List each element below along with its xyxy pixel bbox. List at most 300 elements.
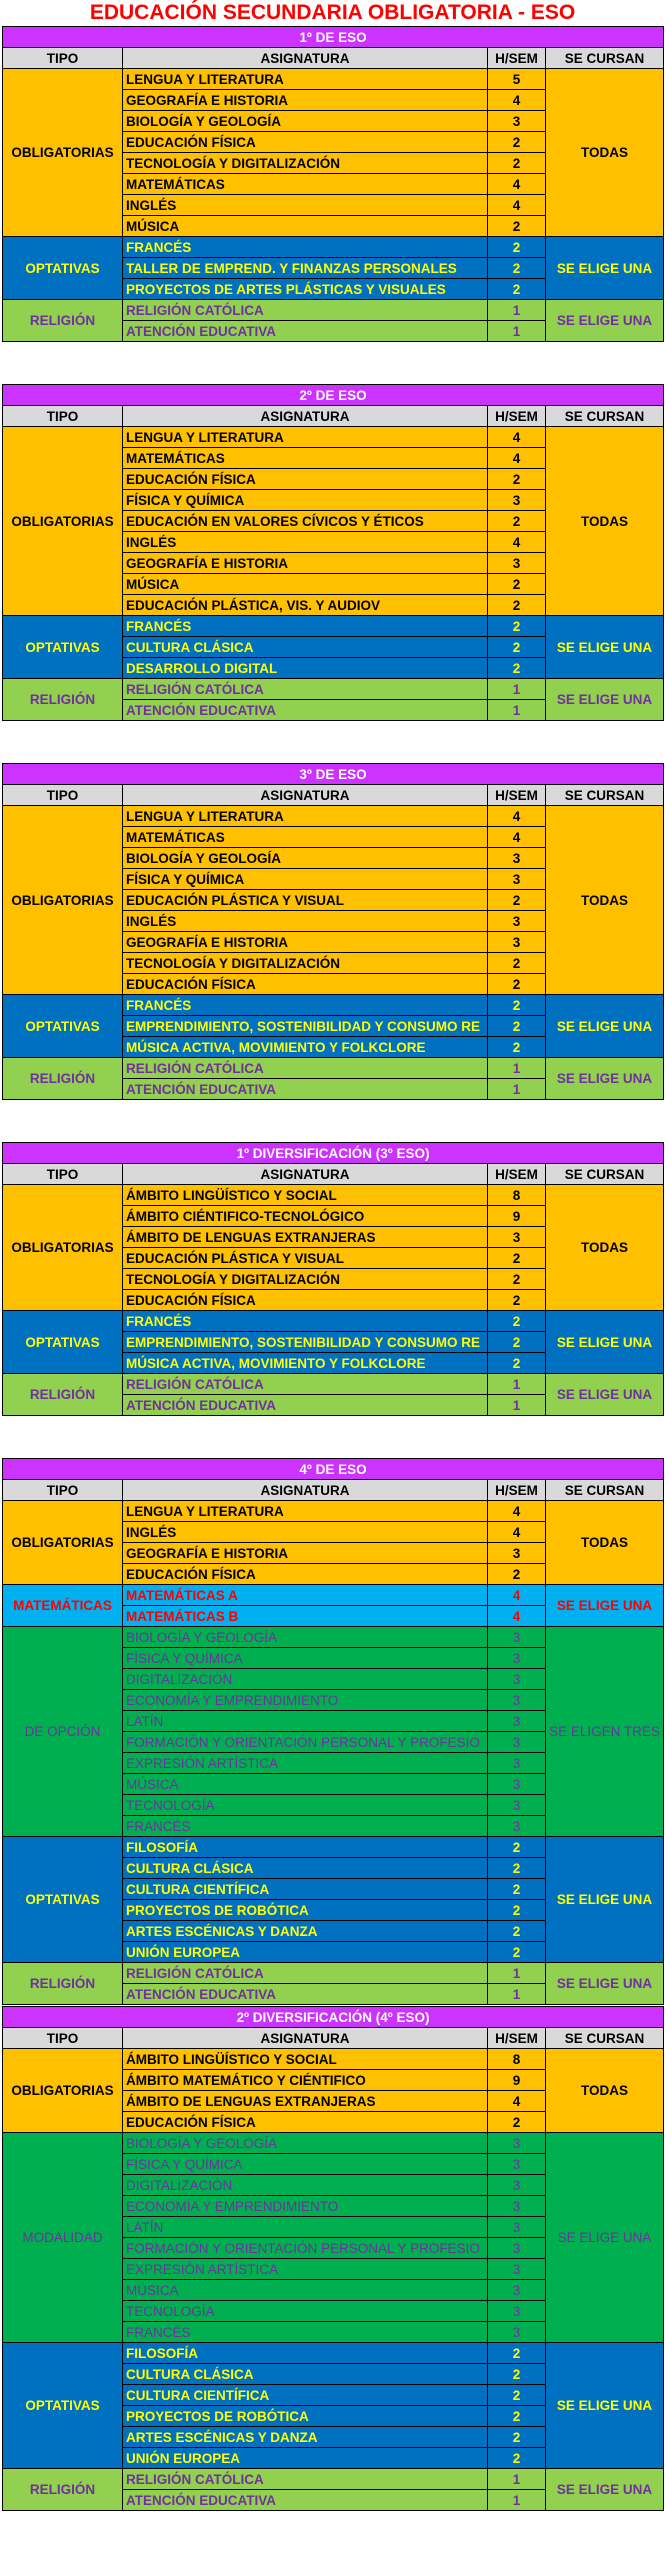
group-selection-rule: SE ELIGE UNA: [546, 616, 664, 679]
column-header-asignatura: ASIGNATURA: [123, 785, 488, 806]
subject-hours: 3: [488, 1227, 546, 1248]
subject-name: FRANCÉS: [123, 1311, 488, 1332]
group-type-label: OBLIGATORIAS: [3, 1501, 123, 1585]
subject-name: EXPRESIÓN ARTÍSTICA: [123, 2259, 488, 2280]
subject-name: PROYECTOS DE ROBÓTICA: [123, 1900, 488, 1921]
subject-hours: 3: [488, 1669, 546, 1690]
column-header-row: [3, 406, 664, 427]
subject-name: MATEMÁTICAS: [123, 174, 488, 195]
subject-row: [3, 1185, 664, 1206]
course-year-title: 1º DE ESO: [3, 27, 664, 48]
subject-row: [3, 679, 664, 700]
subject-name: UNIÓN EUROPEA: [123, 2448, 488, 2469]
page-title: EDUCACIÓN SECUNDARIA OBLIGATORIA - ESO: [89, 1, 576, 24]
group-selection-rule: SE ELIGE UNA: [546, 1311, 664, 1374]
year-header-row: [3, 385, 664, 406]
course-table: [2, 1142, 664, 1416]
column-header-hsem: H/SEM: [488, 48, 546, 69]
subject-row: [3, 1627, 664, 1648]
subject-hours: 3: [488, 869, 546, 890]
subject-hours: 2: [488, 890, 546, 911]
column-header-asignatura: ASIGNATURA: [123, 48, 488, 69]
subject-name: TECNOLOGÍA: [123, 1795, 488, 1816]
subject-hours: 1: [488, 1395, 546, 1416]
subject-name: ÁMBITO DE LENGUAS EXTRANJERAS: [123, 1227, 488, 1248]
subject-hours: 2: [488, 616, 546, 637]
subject-name: EDUCACIÓN EN VALORES CÍVICOS Y ÉTICOS: [123, 511, 488, 532]
subject-name: FILOSOFÍA: [123, 1837, 488, 1858]
subject-name: EXPRESIÓN ARTÍSTICA: [123, 1753, 488, 1774]
subject-hours: 2: [488, 469, 546, 490]
subject-row: [3, 427, 664, 448]
subject-name: GEOGRAFÍA E HISTORIA: [123, 553, 488, 574]
subject-name: TECNOLOGÍA Y DIGITALIZACIÓN: [123, 153, 488, 174]
subject-name: RELIGIÓN CATÓLICA: [123, 1374, 488, 1395]
subject-hours: 3: [488, 2175, 546, 2196]
column-header-tipo: TIPO: [3, 1164, 123, 1185]
subject-hours: 2: [488, 1858, 546, 1879]
group-type-label: RELIGIÓN: [3, 1058, 123, 1100]
column-header-hsem: H/SEM: [488, 2028, 546, 2049]
subject-hours: 3: [488, 932, 546, 953]
subject-name: FRANCÉS: [123, 616, 488, 637]
subject-hours: 2: [488, 2343, 546, 2364]
group-selection-rule: SE ELIGE UNA: [546, 995, 664, 1058]
subject-hours: 2: [488, 2406, 546, 2427]
subject-row: [3, 616, 664, 637]
subject-hours: 3: [488, 1648, 546, 1669]
subject-hours: 4: [488, 806, 546, 827]
subject-hours: 3: [488, 848, 546, 869]
subject-hours: 2: [488, 1016, 546, 1037]
column-header-se-cursan: SE CURSAN: [546, 1480, 664, 1501]
subject-name: FRANCÉS: [123, 995, 488, 1016]
subject-hours: 3: [488, 2154, 546, 2175]
subject-name: GEOGRAFÍA E HISTORIA: [123, 90, 488, 111]
subject-hours: 2: [488, 1353, 546, 1374]
subject-row: [3, 1501, 664, 1522]
column-header-row: [3, 1164, 664, 1185]
subject-name: TECNOLOGÍA: [123, 2301, 488, 2322]
subject-name: RELIGIÓN CATÓLICA: [123, 300, 488, 321]
subject-hours: 2: [488, 258, 546, 279]
course-year-title: 2º DE ESO: [3, 385, 664, 406]
subject-name: ATENCIÓN EDUCATIVA: [123, 1984, 488, 2005]
course-block: [2, 763, 663, 1100]
column-header-se-cursan: SE CURSAN: [546, 48, 664, 69]
course-table: [2, 763, 664, 1100]
subject-row: [3, 300, 664, 321]
subject-hours: 2: [488, 1879, 546, 1900]
subject-hours: 3: [488, 2280, 546, 2301]
group-type-label: OBLIGATORIAS: [3, 69, 123, 237]
column-header-se-cursan: SE CURSAN: [546, 2028, 664, 2049]
group-selection-rule: SE ELIGE UNA: [546, 2133, 664, 2343]
column-header-hsem: H/SEM: [488, 1480, 546, 1501]
column-header-asignatura: ASIGNATURA: [123, 1480, 488, 1501]
subject-name: ECONOMÍA Y EMPRENDIMIENTO: [123, 1690, 488, 1711]
group-type-label: RELIGIÓN: [3, 679, 123, 721]
subject-name: EDUCACIÓN FÍSICA: [123, 974, 488, 995]
column-header-hsem: H/SEM: [488, 406, 546, 427]
subject-hours: 1: [488, 679, 546, 700]
subject-name: MATEMÁTICAS A: [123, 1585, 488, 1606]
subject-name: UNIÓN EUROPEA: [123, 1942, 488, 1963]
subject-name: MATEMÁTICAS: [123, 448, 488, 469]
subject-hours: 1: [488, 1058, 546, 1079]
subject-row: [3, 2469, 664, 2490]
subject-name: FÍSICA Y QUÍMICA: [123, 869, 488, 890]
column-header-tipo: TIPO: [3, 48, 123, 69]
course-block: [2, 384, 663, 721]
subject-name: GEOGRAFÍA E HISTORIA: [123, 1543, 488, 1564]
course-table: [2, 384, 664, 721]
subject-hours: 2: [488, 1921, 546, 1942]
subject-name: FÍSICA Y QUÍMICA: [123, 1648, 488, 1669]
subject-name: ATENCIÓN EDUCATIVA: [123, 321, 488, 342]
subject-name: LENGUA Y LITERATURA: [123, 69, 488, 90]
subject-row: [3, 1058, 664, 1079]
course-year-title: 2º DIVERSIFICACIÓN (4º ESO): [3, 2007, 664, 2028]
subject-name: LATÍN: [123, 2217, 488, 2238]
subject-hours: 1: [488, 321, 546, 342]
group-type-label: RELIGIÓN: [3, 1374, 123, 1416]
column-header-asignatura: ASIGNATURA: [123, 406, 488, 427]
subject-hours: 2: [488, 216, 546, 237]
course-block: [2, 2006, 663, 2511]
subject-hours: 2: [488, 1942, 546, 1963]
subject-hours: 3: [488, 1774, 546, 1795]
subject-hours: 2: [488, 2448, 546, 2469]
subject-hours: 1: [488, 1079, 546, 1100]
subject-hours: 9: [488, 2070, 546, 2091]
subject-hours: 1: [488, 1963, 546, 1984]
subject-name: BIOLOGÍA Y GEOLOGÍA: [123, 111, 488, 132]
subject-hours: 3: [488, 1711, 546, 1732]
subject-name: PROYECTOS DE ROBÓTICA: [123, 2406, 488, 2427]
subject-hours: 3: [488, 1627, 546, 1648]
subject-hours: 3: [488, 1732, 546, 1753]
year-header-row: [3, 2007, 664, 2028]
group-selection-rule: SE ELIGE UNA: [546, 237, 664, 300]
group-selection-rule: SE ELIGE UNA: [546, 1585, 664, 1627]
subject-hours: 3: [488, 1795, 546, 1816]
subject-hours: 3: [488, 2238, 546, 2259]
subject-row: [3, 1311, 664, 1332]
subject-name: ÁMBITO LINGÜÍSTICO Y SOCIAL: [123, 1185, 488, 1206]
subject-hours: 3: [488, 2301, 546, 2322]
subject-hours: 2: [488, 2385, 546, 2406]
subject-row: [3, 237, 664, 258]
group-type-label: DE OPCIÓN: [3, 1627, 123, 1837]
subject-name: FORMACIÓN Y ORIENTACIÓN PERSONAL Y PROFESIO: [123, 1732, 488, 1753]
subject-hours: 3: [488, 2133, 546, 2154]
subject-hours: 3: [488, 2196, 546, 2217]
subject-name: ATENCIÓN EDUCATIVA: [123, 2490, 488, 2511]
group-type-label: OPTATIVAS: [3, 237, 123, 300]
column-header-se-cursan: SE CURSAN: [546, 406, 664, 427]
subject-name: EDUCACIÓN FÍSICA: [123, 1564, 488, 1585]
subject-hours: 3: [488, 1543, 546, 1564]
subject-name: MÚSICA ACTIVA, MOVIMIENTO Y FOLKCLORE: [123, 1037, 488, 1058]
subject-hours: 4: [488, 448, 546, 469]
group-selection-rule: SE ELIGEN TRES: [546, 1627, 664, 1837]
group-type-label: OPTATIVAS: [3, 2343, 123, 2469]
subject-row: [3, 2049, 664, 2070]
subject-hours: 2: [488, 1837, 546, 1858]
subject-name: FILOSOFÍA: [123, 2343, 488, 2364]
subject-name: DIGITALIZACIÓN: [123, 1669, 488, 1690]
course-block: [2, 26, 663, 342]
subject-hours: 4: [488, 427, 546, 448]
group-selection-rule: SE ELIGE UNA: [546, 2343, 664, 2469]
subject-row: [3, 1837, 664, 1858]
subject-name: FRANCÉS: [123, 1816, 488, 1837]
group-selection-rule: SE ELIGE UNA: [546, 1058, 664, 1100]
group-type-label: OBLIGATORIAS: [3, 806, 123, 995]
subject-name: INGLÉS: [123, 532, 488, 553]
subject-name: FORMACIÓN Y ORIENTACIÓN PERSONAL Y PROFESIO: [123, 2238, 488, 2259]
subject-row: [3, 995, 664, 1016]
subject-name: EDUCACIÓN FÍSICA: [123, 1290, 488, 1311]
subject-name: PROYECTOS DE ARTES PLÁSTICAS Y VISUALES: [123, 279, 488, 300]
subject-name: CULTURA CIENTÍFICA: [123, 2385, 488, 2406]
subject-hours: 2: [488, 2112, 546, 2133]
group-type-label: OPTATIVAS: [3, 1311, 123, 1374]
subject-hours: 2: [488, 2427, 546, 2448]
year-header-row: [3, 1143, 664, 1164]
subject-name: CULTURA CLÁSICA: [123, 637, 488, 658]
subject-hours: 3: [488, 111, 546, 132]
column-header-row: [3, 48, 664, 69]
subject-hours: 2: [488, 574, 546, 595]
subject-name: RELIGIÓN CATÓLICA: [123, 2469, 488, 2490]
subject-hours: 1: [488, 2469, 546, 2490]
subject-name: LENGUA Y LITERATURA: [123, 806, 488, 827]
column-header-tipo: TIPO: [3, 2028, 123, 2049]
group-selection-rule: SE ELIGE UNA: [546, 1837, 664, 1963]
subject-hours: 2: [488, 658, 546, 679]
subject-name: TALLER DE EMPREND. Y FINANZAS PERSONALES: [123, 258, 488, 279]
subject-hours: 2: [488, 1564, 546, 1585]
subject-hours: 2: [488, 1311, 546, 1332]
subject-name: MATEMÁTICAS: [123, 827, 488, 848]
subject-row: [3, 2343, 664, 2364]
subject-name: INGLÉS: [123, 1522, 488, 1543]
year-header-row: [3, 764, 664, 785]
subject-name: EMPRENDIMIENTO, SOSTENIBILIDAD Y CONSUMO RE: [123, 1016, 488, 1037]
subject-hours: 1: [488, 1984, 546, 2005]
subject-hours: 1: [488, 2490, 546, 2511]
subject-hours: 4: [488, 532, 546, 553]
subject-hours: 2: [488, 1037, 546, 1058]
subject-name: BIOLOGÍA Y GEOLOGÍA: [123, 1627, 488, 1648]
subject-hours: 3: [488, 911, 546, 932]
group-selection-rule: TODAS: [546, 1185, 664, 1311]
year-header-row: [3, 1459, 664, 1480]
subject-name: TECNOLOGÍA Y DIGITALIZACIÓN: [123, 1269, 488, 1290]
column-header-row: [3, 785, 664, 806]
course-table: [2, 1458, 664, 2005]
subject-hours: 4: [488, 2091, 546, 2112]
subject-name: ÁMBITO DE LENGUAS EXTRANJERAS: [123, 2091, 488, 2112]
group-type-label: MATEMÁTICAS: [3, 1585, 123, 1627]
subject-hours: 3: [488, 553, 546, 574]
subject-name: ECONOMÍA Y EMPRENDIMIENTO: [123, 2196, 488, 2217]
group-selection-rule: TODAS: [546, 2049, 664, 2133]
subject-hours: 4: [488, 90, 546, 111]
group-selection-rule: SE ELIGE UNA: [546, 679, 664, 721]
subject-hours: 3: [488, 490, 546, 511]
column-header-se-cursan: SE CURSAN: [546, 785, 664, 806]
subject-name: BIOLOGÍA Y GEOLOGÍA: [123, 2133, 488, 2154]
column-header-hsem: H/SEM: [488, 1164, 546, 1185]
subject-name: MÚSICA: [123, 574, 488, 595]
group-type-label: RELIGIÓN: [3, 1963, 123, 2005]
subject-hours: 3: [488, 1816, 546, 1837]
subject-hours: 2: [488, 237, 546, 258]
group-selection-rule: TODAS: [546, 69, 664, 237]
subject-hours: 2: [488, 132, 546, 153]
subject-name: ARTES ESCÉNICAS Y DANZA: [123, 1921, 488, 1942]
group-type-label: RELIGIÓN: [3, 2469, 123, 2511]
group-selection-rule: SE ELIGE UNA: [546, 2469, 664, 2511]
subject-hours: 1: [488, 1374, 546, 1395]
subject-name: FÍSICA Y QUÍMICA: [123, 490, 488, 511]
subject-name: EDUCACIÓN FÍSICA: [123, 132, 488, 153]
subject-hours: 9: [488, 1206, 546, 1227]
group-selection-rule: TODAS: [546, 1501, 664, 1585]
subject-name: FÍSICA Y QUÍMICA: [123, 2154, 488, 2175]
subject-hours: 2: [488, 1290, 546, 1311]
subject-name: INGLÉS: [123, 911, 488, 932]
subject-hours: 4: [488, 195, 546, 216]
subject-hours: 2: [488, 153, 546, 174]
subject-row: [3, 1963, 664, 1984]
subject-hours: 2: [488, 511, 546, 532]
subject-name: LENGUA Y LITERATURA: [123, 1501, 488, 1522]
column-header-se-cursan: SE CURSAN: [546, 1164, 664, 1185]
subject-hours: 3: [488, 1753, 546, 1774]
subject-name: GEOGRAFÍA E HISTORIA: [123, 932, 488, 953]
subject-hours: 3: [488, 2259, 546, 2280]
subject-hours: 2: [488, 953, 546, 974]
subject-name: MATEMÁTICAS B: [123, 1606, 488, 1627]
subject-name: CULTURA CLÁSICA: [123, 1858, 488, 1879]
subject-name: ATENCIÓN EDUCATIVA: [123, 1079, 488, 1100]
subject-row: [3, 69, 664, 90]
subject-name: DIGITALIZACIÓN: [123, 2175, 488, 2196]
subject-hours: 2: [488, 1269, 546, 1290]
subject-name: DESARROLLO DIGITAL: [123, 658, 488, 679]
subject-hours: 3: [488, 2217, 546, 2238]
subject-hours: 1: [488, 700, 546, 721]
subject-hours: 4: [488, 1501, 546, 1522]
subject-row: [3, 1374, 664, 1395]
course-year-title: 4º DE ESO: [3, 1459, 664, 1480]
subject-hours: 8: [488, 2049, 546, 2070]
column-header-tipo: TIPO: [3, 406, 123, 427]
subject-name: ATENCIÓN EDUCATIVA: [123, 1395, 488, 1416]
subject-name: EDUCACIÓN FÍSICA: [123, 2112, 488, 2133]
group-type-label: OBLIGATORIAS: [3, 2049, 123, 2133]
subject-name: FRANCÉS: [123, 237, 488, 258]
group-type-label: OPTATIVAS: [3, 616, 123, 679]
year-header-row: [3, 27, 664, 48]
subject-hours: 4: [488, 1522, 546, 1543]
subject-row: [3, 1585, 664, 1606]
subject-name: ÁMBITO LINGÜÍSTICO Y SOCIAL: [123, 2049, 488, 2070]
course-block: [2, 1142, 663, 1416]
group-selection-rule: TODAS: [546, 806, 664, 995]
subject-hours: 8: [488, 1185, 546, 1206]
subject-name: ARTES ESCÉNICAS Y DANZA: [123, 2427, 488, 2448]
subject-hours: 4: [488, 827, 546, 848]
subject-hours: 2: [488, 279, 546, 300]
subject-hours: 3: [488, 1690, 546, 1711]
subject-hours: 4: [488, 1585, 546, 1606]
subject-name: EDUCACIÓN FÍSICA: [123, 469, 488, 490]
group-selection-rule: SE ELIGE UNA: [546, 300, 664, 342]
course-table: [2, 2006, 664, 2511]
column-header-row: [3, 1480, 664, 1501]
subject-name: EDUCACIÓN PLÁSTICA Y VISUAL: [123, 890, 488, 911]
course-table: [2, 26, 664, 342]
group-type-label: OPTATIVAS: [3, 1837, 123, 1963]
course-block: [2, 1458, 663, 2005]
group-type-label: OBLIGATORIAS: [3, 427, 123, 616]
subject-hours: 2: [488, 974, 546, 995]
subject-name: TECNOLOGÍA Y DIGITALIZACIÓN: [123, 953, 488, 974]
subject-hours: 2: [488, 1332, 546, 1353]
subject-name: EDUCACIÓN PLÁSTICA, VIS. Y AUDIOV: [123, 595, 488, 616]
subject-hours: 5: [488, 69, 546, 90]
subject-name: EDUCACIÓN PLÁSTICA Y VISUAL: [123, 1248, 488, 1269]
group-selection-rule: SE ELIGE UNA: [546, 1374, 664, 1416]
subject-name: MÚSICA ACTIVA, MOVIMIENTO Y FOLKCLORE: [123, 1353, 488, 1374]
column-header-hsem: H/SEM: [488, 785, 546, 806]
column-header-tipo: TIPO: [3, 1480, 123, 1501]
subject-hours: 2: [488, 995, 546, 1016]
subject-name: MÚSICA: [123, 2280, 488, 2301]
subject-name: LATÍN: [123, 1711, 488, 1732]
group-type-label: MODALIDAD: [3, 2133, 123, 2343]
subject-hours: 2: [488, 2364, 546, 2385]
subject-name: MÚSICA: [123, 1774, 488, 1795]
subject-row: [3, 806, 664, 827]
column-header-asignatura: ASIGNATURA: [123, 2028, 488, 2049]
group-selection-rule: SE ELIGE UNA: [546, 1963, 664, 2005]
subject-name: BIOLOGÍA Y GEOLOGÍA: [123, 848, 488, 869]
subject-name: INGLÉS: [123, 195, 488, 216]
subject-hours: 4: [488, 174, 546, 195]
subject-name: LENGUA Y LITERATURA: [123, 427, 488, 448]
subject-name: RELIGIÓN CATÓLICA: [123, 679, 488, 700]
course-year-title: 3º DE ESO: [3, 764, 664, 785]
subject-name: EMPRENDIMIENTO, SOSTENIBILIDAD Y CONSUMO RE: [123, 1332, 488, 1353]
column-header-tipo: TIPO: [3, 785, 123, 806]
group-selection-rule: TODAS: [546, 427, 664, 616]
subject-row: [3, 2133, 664, 2154]
subject-hours: 4: [488, 1606, 546, 1627]
subject-hours: 3: [488, 2322, 546, 2343]
subject-hours: 2: [488, 1900, 546, 1921]
group-type-label: OPTATIVAS: [3, 995, 123, 1058]
subject-hours: 1: [488, 300, 546, 321]
subject-name: FRANCÉS: [123, 2322, 488, 2343]
column-header-row: [3, 2028, 664, 2049]
subject-name: MÚSICA: [123, 216, 488, 237]
